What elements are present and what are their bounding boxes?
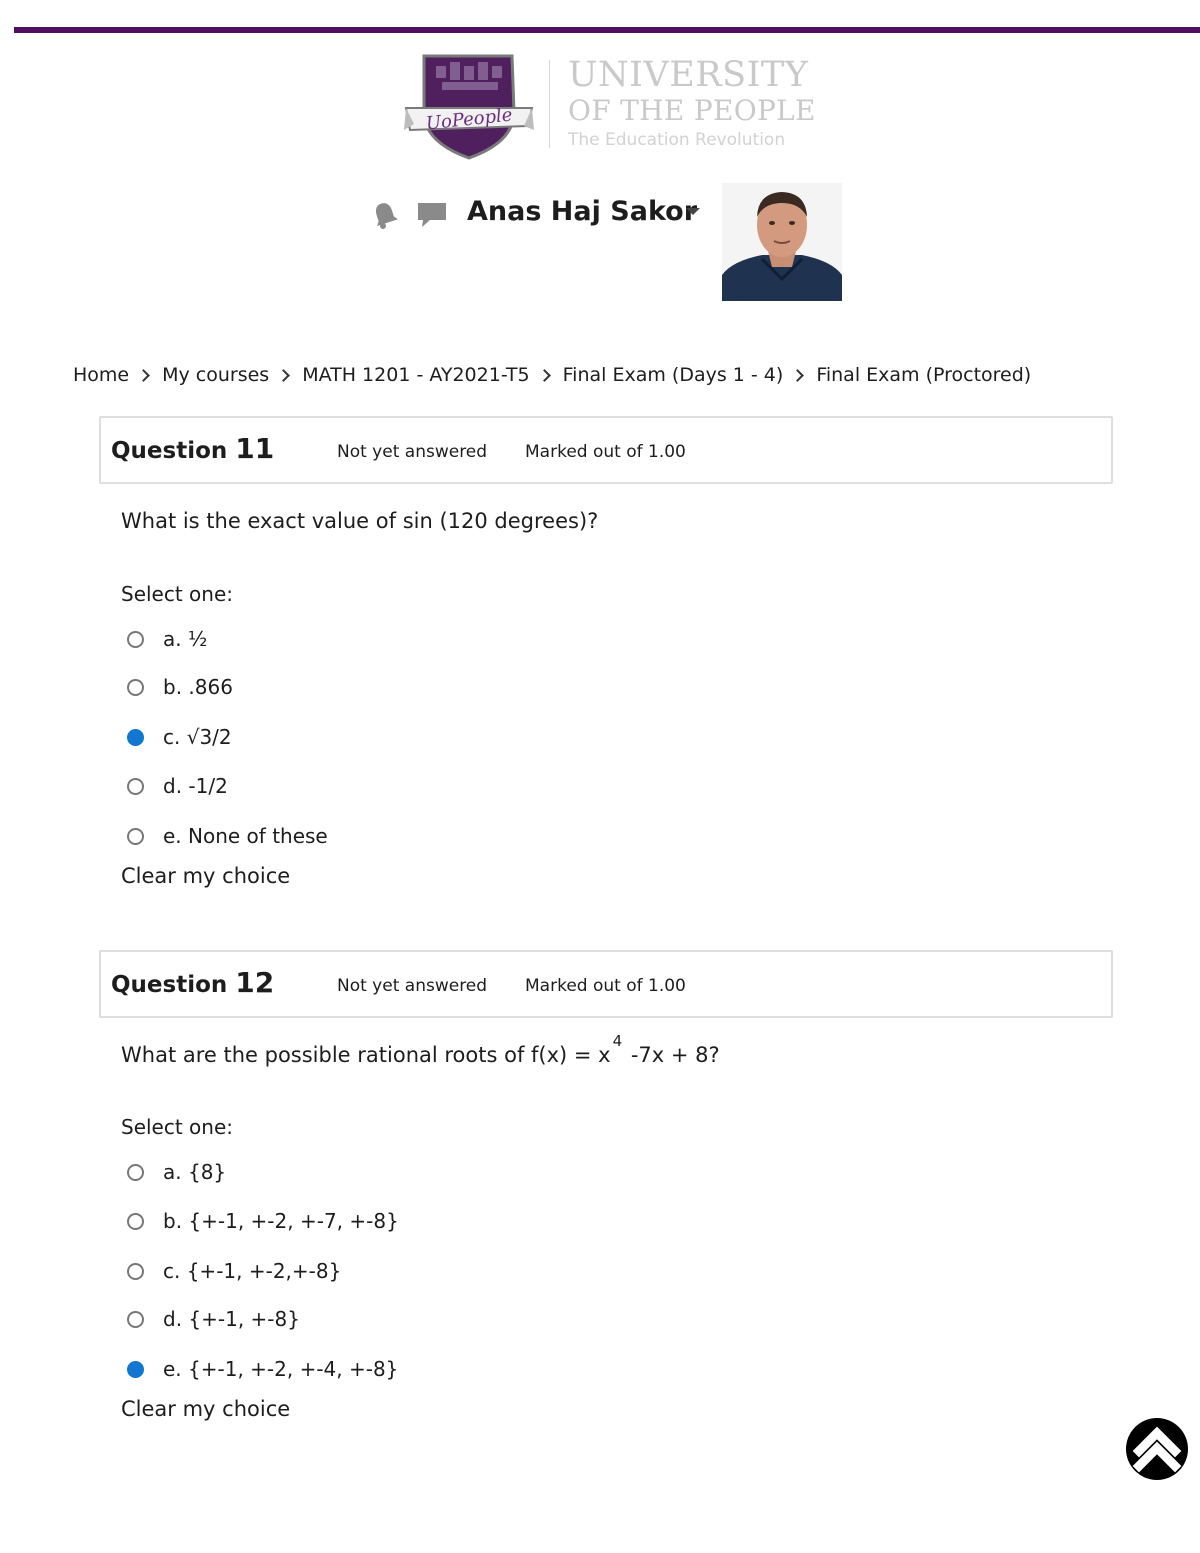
select-one-label: Select one:	[121, 1115, 234, 1139]
question-text	[121, 1032, 720, 1067]
answer-option-b[interactable]	[127, 672, 233, 702]
answer-option-e[interactable]	[127, 1354, 398, 1384]
answer-option-d[interactable]	[127, 1304, 300, 1334]
question-state: Not yet answered	[337, 442, 488, 462]
chevron-right-icon	[791, 369, 804, 382]
question-label: Question	[111, 972, 228, 998]
chat-icon[interactable]	[416, 200, 448, 230]
answer-option-a[interactable]	[127, 624, 207, 654]
avatar[interactable]	[722, 183, 842, 301]
logo-divider	[549, 60, 550, 148]
bell-icon[interactable]	[370, 200, 400, 230]
question-info-11	[99, 416, 1113, 484]
answer-label: b. {+-1, +-2, +-7, +-8}	[163, 1209, 399, 1233]
question-title	[111, 966, 274, 999]
question-text-main: What are the possible rational roots of f(x) = x	[121, 1043, 611, 1067]
radio-button[interactable]	[127, 1263, 144, 1280]
answer-label: c. √3/2	[163, 725, 232, 749]
logo-tagline: The Education Revolution	[568, 130, 786, 150]
answer-option-e[interactable]	[127, 821, 328, 851]
radio-button[interactable]	[127, 679, 144, 696]
answer-label: c. {+-1, +-2,+-8}	[163, 1259, 342, 1283]
radio-button-selected[interactable]	[127, 729, 144, 746]
chevron-right-icon	[137, 369, 150, 382]
answer-option-b[interactable]	[127, 1206, 399, 1236]
breadcrumb-exam-section[interactable]: Final Exam (Days 1 - 4)	[562, 364, 784, 386]
clear-choice-link[interactable]: Clear my choice	[121, 864, 291, 888]
top-accent-bar	[14, 27, 1200, 33]
shield-logo-icon	[402, 52, 536, 160]
answer-option-c[interactable]	[127, 722, 232, 752]
chevron-right-icon	[277, 369, 290, 382]
question-title	[111, 432, 274, 465]
breadcrumb-course[interactable]: MATH 1201 - AY2021-T5	[302, 364, 530, 386]
answer-option-d[interactable]	[127, 771, 228, 801]
answer-label: a. ½	[163, 627, 208, 651]
avatar-photo	[722, 183, 842, 301]
answer-option-a[interactable]	[127, 1157, 226, 1187]
logo-wordmark	[568, 56, 816, 152]
back-to-top-button[interactable]	[1126, 1418, 1188, 1480]
answer-label: d. -1/2	[163, 774, 228, 798]
question-state: Not yet answered	[337, 976, 488, 996]
answer-label: e. {+-1, +-2, +-4, +-8}	[163, 1357, 399, 1381]
radio-button[interactable]	[127, 631, 144, 648]
question-number: 12	[235, 966, 275, 999]
user-name[interactable]: Anas Haj Sakor	[467, 196, 698, 227]
answer-label: e. None of these	[163, 824, 328, 848]
answer-label: d. {+-1, +-8}	[163, 1307, 300, 1331]
logo-line-1: UNIVERSITY	[568, 55, 809, 95]
select-one-label: Select one:	[121, 582, 234, 606]
double-chevron-up-icon	[1126, 1418, 1188, 1480]
logo-line-2: OF THE PEOPLE	[568, 94, 816, 127]
radio-button-selected[interactable]	[127, 1361, 144, 1378]
caret-down-icon[interactable]	[686, 208, 700, 215]
radio-button[interactable]	[127, 1213, 144, 1230]
chevron-right-icon	[538, 369, 551, 382]
question-label: Question	[111, 438, 228, 464]
breadcrumb-my-courses[interactable]: My courses	[162, 364, 270, 386]
breadcrumb	[73, 364, 1031, 386]
question-grade: Marked out of 1.00	[525, 442, 686, 462]
exponent: 4	[612, 1032, 623, 1050]
radio-button[interactable]	[127, 828, 144, 845]
answer-option-c[interactable]	[127, 1256, 341, 1286]
question-text-tail: -7x + 8?	[624, 1043, 720, 1067]
radio-button[interactable]	[127, 1311, 144, 1328]
question-text: What is the exact value of sin (120 degrees)?	[121, 509, 599, 533]
radio-button[interactable]	[127, 1164, 144, 1181]
breadcrumb-exam[interactable]: Final Exam (Proctored)	[816, 364, 1032, 386]
clear-choice-link[interactable]: Clear my choice	[121, 1397, 291, 1421]
site-logo[interactable]	[402, 52, 822, 162]
radio-button[interactable]	[127, 778, 144, 795]
answer-label: a. {8}	[163, 1160, 227, 1184]
question-info-12	[99, 950, 1113, 1018]
question-grade: Marked out of 1.00	[525, 976, 686, 996]
question-number: 11	[235, 432, 275, 465]
logo-badge-text: UoPeople	[424, 104, 514, 135]
answer-label: b. .866	[163, 675, 233, 699]
breadcrumb-home[interactable]: Home	[73, 364, 130, 386]
